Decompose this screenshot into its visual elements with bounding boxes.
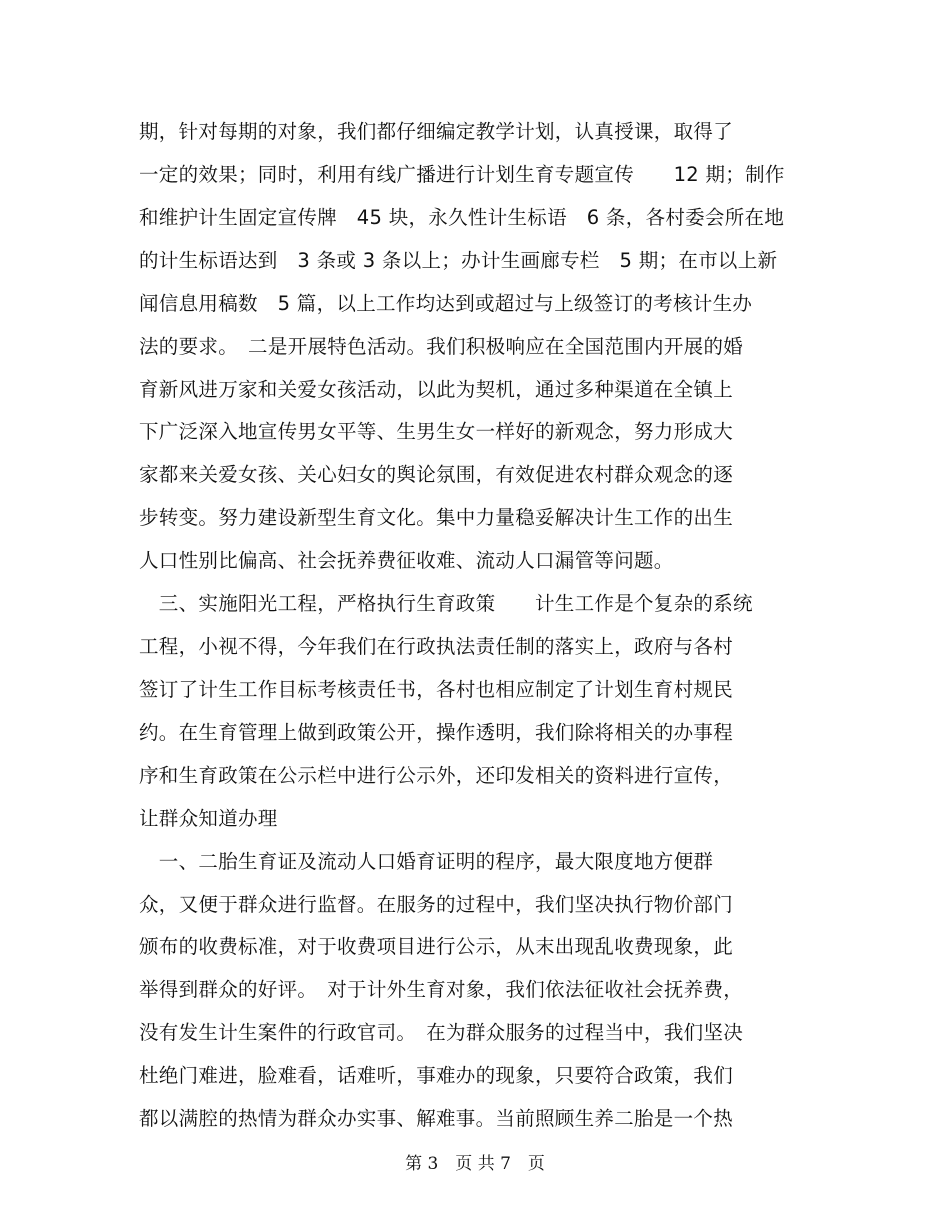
text-line: 让群众知道办理 — [139, 807, 278, 830]
text-line: 杜绝门难进，脸难看，话难听，事难办的现象，只要符合政策，我们 — [139, 1064, 734, 1087]
text-line: 工程，小视不得，今年我们在行政执法责任制的落实上，政府与各村 — [139, 635, 734, 658]
text-line: 举得到群众的好评。 对于计外生育对象，我们依法征收社会抚养费， — [139, 978, 744, 1001]
text-line: 三、实施阳光工程，严格执行生育政策 计生工作是个复杂的系统 — [139, 592, 753, 615]
text-line: 签订了计生工作目标考核责任书，各村也相应制定了计划生育村规民 — [139, 678, 734, 701]
text-line: 没有发生计生案件的行政官司。 在为群众服务的过程当中，我们坚决 — [139, 1021, 744, 1044]
text-line: 一、二胎生育证及流动人口婚育证明的程序，最大限度地方便群 — [139, 850, 714, 873]
page-number: 第 3 页 共 7 页 — [405, 1154, 545, 1174]
text-line: 下广泛深入地宣传男女平等、生男生女一样好的新观念，努力形成大 — [139, 420, 734, 443]
text-line: 众，又便于群众进行监督。在服务的过程中，我们坚决执行物价部门 — [139, 893, 734, 916]
text-line: 育新风进万家和关爱女孩活动，以此为契机，通过多种渠道在全镇上 — [139, 378, 734, 401]
text-line: 期，针对每期的对象，我们都仔细编定教学计划，认真授课，取得了 — [139, 120, 734, 143]
text-line: 约。在生育管理上做到政策公开，操作透明，我们除将相关的办事程 — [139, 721, 734, 744]
text-line: 闻信息用稿数 5 篇，以上工作均达到或超过与上级签订的考核计生办 — [139, 292, 753, 315]
text-line: 的计生标语达到 3 条或 3 条以上；办计生画廊专栏 5 期；在市以上新 — [139, 249, 778, 272]
text-line: 人口性别比偏高、社会抚养费征收难、流动人口漏管等问题。 — [139, 549, 674, 572]
text-line: 颁布的收费标准，对于收费项目进行公示，从末出现乱收费现象，此 — [139, 935, 734, 958]
text-line: 序和生育政策在公示栏中进行公示外，还印发相关的资料进行宣传， — [139, 764, 734, 787]
text-line: 法的要求。 二是开展特色活动。我们积极响应在全国范围内开展的婚 — [139, 335, 744, 358]
text-line: 家都来关爱女孩、关心妇女的舆论氛围，有效促进农村群众观念的逐 — [139, 463, 734, 486]
text-line: 步转变。努力建设新型生育文化。集中力量稳妥解决计生工作的出生 — [139, 506, 734, 529]
text-line: 和维护计生固定宣传牌 45 块，永久性计生标语 6 条，各村委会所在地 — [139, 206, 785, 229]
text-line: 都以满腔的热情为群众办实事、解难事。当前照顾生养二胎是一个热 — [139, 1107, 734, 1130]
text-line: 一定的效果；同时，利用有线广播进行计划生育专题宣传 12 期；制作 — [139, 163, 785, 186]
